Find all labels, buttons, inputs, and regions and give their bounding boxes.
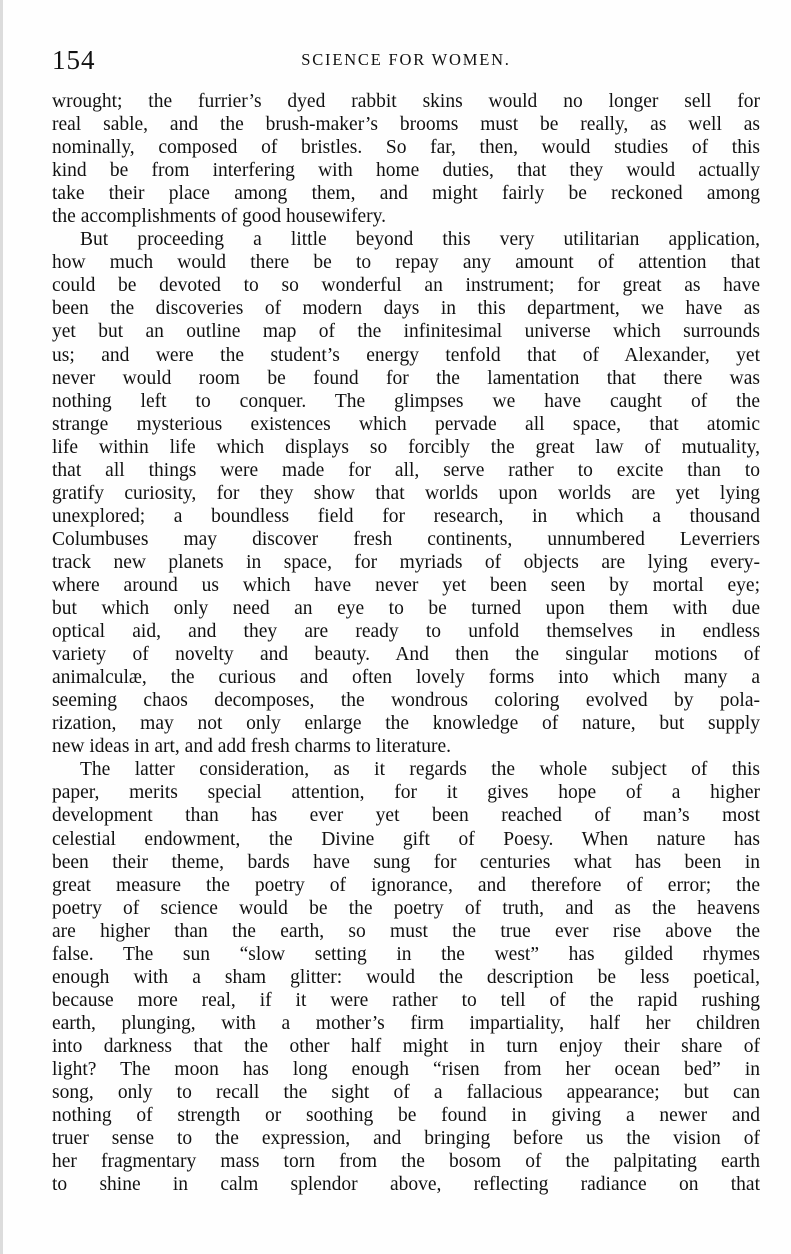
text-line: but which only need an eye to be turned upon them with due [52,598,760,620]
text-line: seeming chaos decomposes, the wondrous coloring evolved by pola- [52,690,760,712]
running-title: SCIENCE FOR WOMEN. [301,50,511,69]
text-line: nominally, composed of bristles. So far, then, would studies of this [52,137,760,159]
text-line: nothing left to conquer. The glimpses we have caught of the [52,390,760,412]
text-line: kind be from interfering with home duties, that they would actually [52,160,760,182]
text-line: us; and were the student’s energy tenfold that of Alexander, yet [52,344,760,366]
text-line: light? The moon has long enough “risen from her ocean bed” in [52,1058,760,1080]
text-line: real sable, and the brush-maker’s brooms must be really, as well as [52,114,760,136]
paragraph-first-line: But proceeding a little beyond this very utilitarian application, [80,229,760,251]
text-line: never would room be found for the lamentation that there was [52,367,760,389]
text-line: earth, plunging, with a mother’s firm impartiality, half her children [52,1012,760,1034]
text-line: how much would there be to repay any amount of attention that [52,252,760,274]
text-line: development than has ever yet been reached of man’s most [52,805,760,827]
text-line: gratify curiosity, for they show that worlds upon worlds are yet lying [52,482,760,504]
text-line: into darkness that the other half might in turn enjoy their share of [52,1035,760,1057]
text-line: animalculæ, the curious and often lovely forms into which many a [52,667,760,689]
text-line: yet but an outline map of the infinitesimal universe which surrounds [52,321,760,343]
text-line: nothing of strength or soothing be found in giving a newer and [52,1105,760,1127]
text-line: optical aid, and they are ready to unfold themselves in endless [52,621,760,643]
text-line: truer sense to the expression, and bringing before us the vision of [52,1128,760,1150]
text-line: poetry of science would be the poetry of truth, and as the heavens [52,897,760,919]
text-line: new ideas in art, and add fresh charms to literature. [52,736,452,758]
text-line: rization, may not only enlarge the knowledge of nature, but supply [52,713,760,735]
text-line: track new planets in space, for myriads of objects are lying every- [52,551,760,573]
text-line: where around us which have never yet been seen by mortal eye; [52,574,760,596]
text-line: paper, merits special attention, for it gives hope of a higher [52,782,760,804]
text-line: false. The sun “slow setting in the west” has gilded rhymes [52,943,760,965]
text-line: to shine in calm splendor above, reflecting radiance on that [52,1174,760,1196]
text-line: been the discoveries of modern days in this department, we have as [52,298,760,320]
page-edge-shadow [0,0,3,1254]
text-line: life within life which displays so forcibly the great law of mutuality, [52,436,760,458]
page-number: 154 [52,45,96,75]
text-line: been their theme, bards have sung for centuries what has been in [52,851,760,873]
text-line: Columbuses may discover fresh continents, unnumbered Leverriers [52,528,760,550]
text-line: great measure the poetry of ignorance, and therefore of error; the [52,874,760,896]
body-text [52,90,760,1196]
text-line: take their place among them, and might fairly be reckoned among [52,183,760,205]
text-line: wrought; the furrier’s dyed rabbit skins would no longer sell for [52,91,760,112]
text-line: because more real, if it were rather to tell of the rapid rushing [52,989,760,1011]
text-line: song, only to recall the sight of a fallacious appearance; but can [52,1082,760,1104]
text-line: the accomplishments of good housewifery. [52,206,386,228]
text-line: could be devoted to so wonderful an instrument; for great as have [52,275,760,297]
running-head [52,40,760,80]
text-line: her fragmentary mass torn from the bosom of the palpitating earth [52,1151,760,1173]
text-line: that all things were made for all, serve rather to excite than to [52,459,760,481]
text-line: celestial endowment, the Divine gift of Poesy. When nature has [52,828,760,850]
text-line: unexplored; a boundless field for research, in which a thousand [52,505,760,527]
text-line: are higher than the earth, so must the true ever rise above the [52,920,760,942]
text-line: variety of novelty and beauty. And then the singular motions of [52,644,760,666]
paragraph-first-line: The latter consideration, as it regards the whole subject of this [80,759,760,781]
text-line: enough with a sham glitter: would the description be less poetical, [52,966,760,988]
text-line: strange mysterious existences which pervade all space, that atomic [52,413,760,435]
